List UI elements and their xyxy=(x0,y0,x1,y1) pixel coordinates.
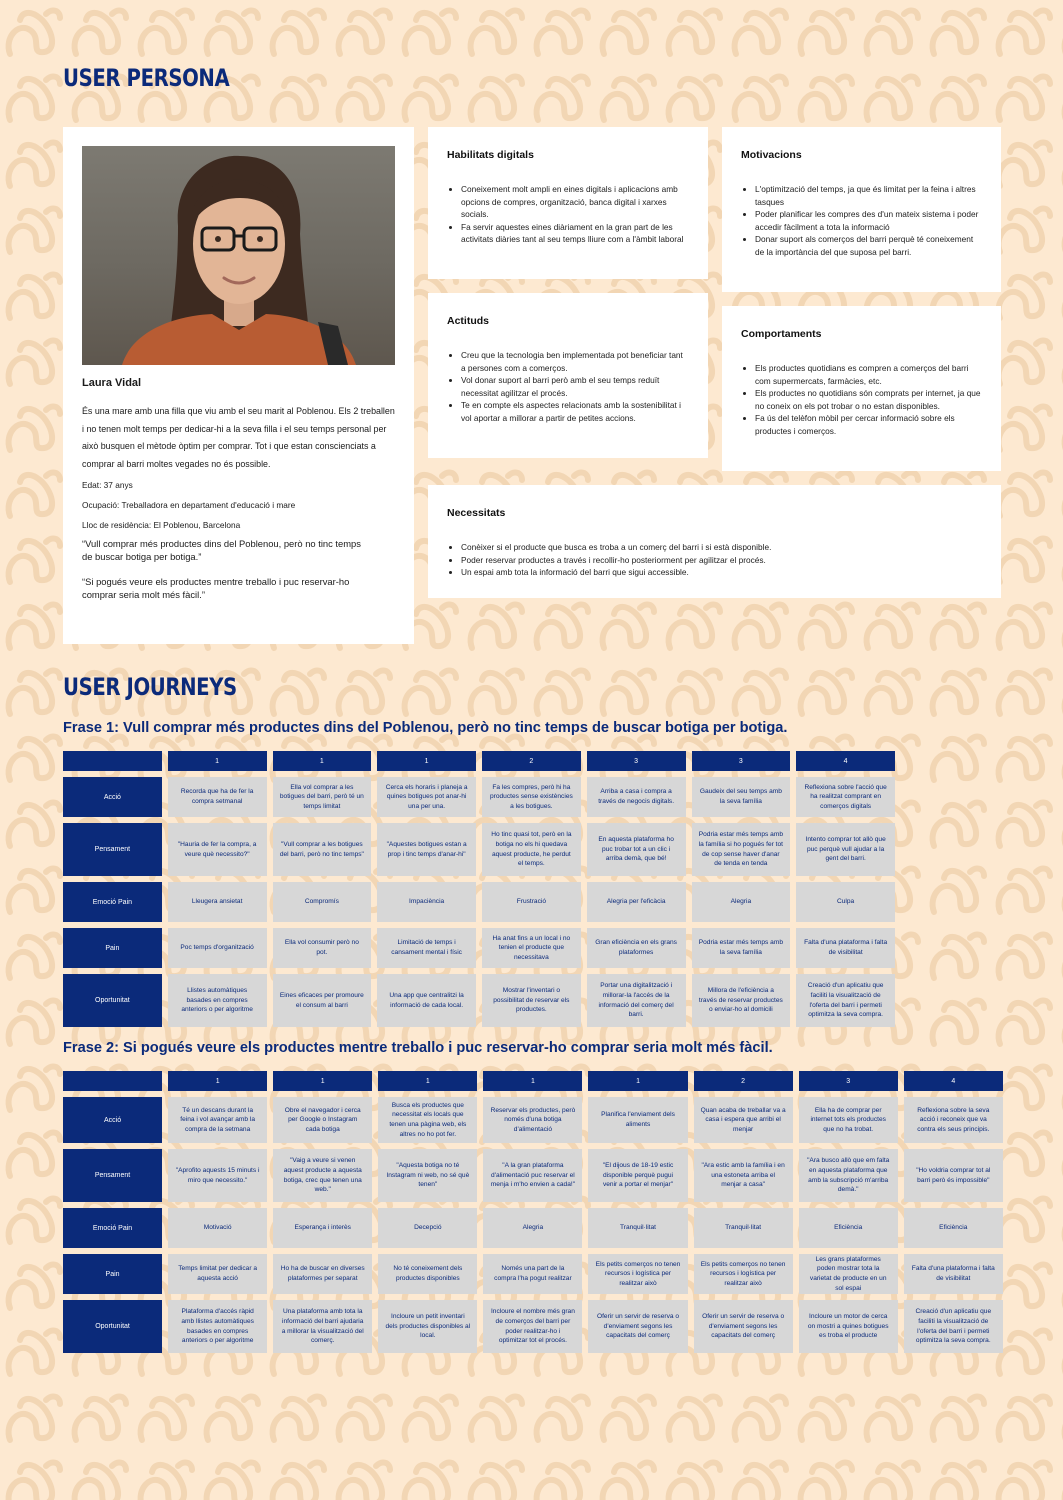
persona-profile-card xyxy=(63,127,414,644)
needs-title: Necessitats xyxy=(447,507,506,519)
list-item: • Els productes quotidians es compren a comerços del barri com supermercats, farmàcies, etc. xyxy=(755,362,982,387)
list-item: • L'optimització del temps, ja que és limitat per la feina i altres tasques xyxy=(755,183,982,208)
needs-list xyxy=(447,541,982,579)
journey-cell: Eficiència xyxy=(904,1208,1003,1248)
journey-cell: Les grans plataformes poden mostrar tota la varietat de producte en un sol espai xyxy=(799,1254,898,1294)
journey-cell: Reflexiona sobre la seva acció i reconeix que va contra els seus principis. xyxy=(904,1097,1003,1143)
row-label: Pain xyxy=(63,1254,162,1294)
list-item: • Fa ús del telèfon mòbil per cercar informació sobre els productes i comerços. xyxy=(755,412,982,437)
journey-cell: Impaciència xyxy=(377,882,476,922)
journey-cell: Recorda que ha de fer la compra setmanal xyxy=(168,777,267,817)
list-item: • Conèixer si el producte que busca es troba a un comerç del barri i si està disponible. xyxy=(461,541,982,554)
needs-card xyxy=(428,485,1001,598)
journey-cell: "El dijous de 18-19 estic disponible perquè pugui venir a portar el menjar" xyxy=(588,1149,687,1202)
journey-cell: Lleugera ansietat xyxy=(168,882,267,922)
stage-score: 2 xyxy=(694,1071,793,1091)
journey-cell: Millora de l'eficiència a través de reservar productes o enviar-ho al domicili xyxy=(692,974,791,1027)
journey-cell: Alegria xyxy=(692,882,791,922)
journey-cell: Alegria per l'eficàcia xyxy=(587,882,686,922)
journey-cell: Culpa xyxy=(796,882,895,922)
journey-cell: Una app que centralitzi la informació de cada local. xyxy=(377,974,476,1027)
journey-cell: No té coneixement dels productes disponibles xyxy=(378,1254,477,1294)
journey-cell: Només una part de la compra l'ha pogut realitzar xyxy=(483,1254,582,1294)
journey-cell: Gran eficiència en els grans plataformes xyxy=(587,928,686,968)
journey-cell: Eines eficaces per promoure el consum al barri xyxy=(273,974,372,1027)
journey-cell: "Ara busco allò que em falta en aquesta plataforma que amb la subscripció m'arriba demà." xyxy=(799,1149,898,1202)
journey-cell: Reservar els productes, però només d'una botiga d'alimentació xyxy=(483,1097,582,1143)
row-label: Pensament xyxy=(63,1149,162,1202)
journey-cell: Podria estar més temps amb la seva família xyxy=(692,928,791,968)
journey-cell: Poc temps d'organització xyxy=(168,928,267,968)
stage-score: 1 xyxy=(588,1071,687,1091)
journey-cell: Creació d'un aplicatiu que faciliti la visualització de l'oferta del barri i permeti optimitza la seva compra. xyxy=(904,1300,1003,1353)
journey-cell: Arriba a casa i compra a través de negocis digitals. xyxy=(587,777,686,817)
list-item: • Donar suport als comerços del barri perquè té coneixement de la importància del que suposa pel barri. xyxy=(755,233,982,258)
list-item: • Coneixement molt ampli en eines digitals i aplicacions amb opcions de compres, organització, banca digital i xarxes socials. xyxy=(461,183,689,221)
journey-cell: Temps limitat per dedicar a aquesta acció xyxy=(168,1254,267,1294)
journey-1-title: Frase 1: Vull comprar més productes dins del Poblenou, però no tinc temps de buscar botiga per botiga. xyxy=(63,720,788,736)
journey-cell: Eficiència xyxy=(799,1208,898,1248)
journey-cell: Quan acaba de treballar va a casa i espera que arribi el menjar xyxy=(694,1097,793,1143)
stage-score: 4 xyxy=(796,751,895,771)
row-label: Emoció Pain xyxy=(63,882,162,922)
journey-cell: Motivació xyxy=(168,1208,267,1248)
list-item: • Te en compte els aspectes relacionats amb la sostenibilitat i vol aportar a millorar a partir de petites accions. xyxy=(461,399,689,424)
stage-score: 1 xyxy=(378,1071,477,1091)
journey-cell: Creació d'un aplicatiu que faciliti la visualització de l'oferta del barri i permeti optimitza la seva compra. xyxy=(796,974,895,1027)
list-item: • Poder planificar les compres des d'un mateix sistema i poder accedir fàcilment a tota la informació xyxy=(755,208,982,233)
journey-cell: Ha anat fins a un local i no tenien el producte que necessitava xyxy=(482,928,581,968)
journey-cell: Cerca els horaris i planeja a quines botigues pot anar-hi una per una. xyxy=(377,777,476,817)
attitudes-card xyxy=(428,293,708,458)
journey-cell: Esperança i interès xyxy=(273,1208,372,1248)
journey-cell: "Aprofito aquests 15 minuts i miro que necessito." xyxy=(168,1149,267,1202)
persona-photo xyxy=(82,146,395,365)
journey-cell: Ella ha de comprar per internet tots els productes que no ha trobat. xyxy=(799,1097,898,1143)
journey-cell: Tranquil·litat xyxy=(694,1208,793,1248)
journey-cell: Falta d'una plataforma i falta de visibilitat xyxy=(796,928,895,968)
journey-cell: Mostrar l'inventari o possibilitat de reservar els productes. xyxy=(482,974,581,1027)
journey-cell: "A la gran plataforma d'alimentació puc reservar el menja i m'ho envien a cada!" xyxy=(483,1149,582,1202)
list-item: • Fa servir aquestes eines diàriament en la gran part de les activitats diàries tant al seu temps lliure com a l'àmbit laboral xyxy=(461,221,689,246)
journey-cell: Ho tinc quasi tot, però en la botiga no els hi quedava aquest producte, he perdut el temps. xyxy=(482,823,581,876)
stage-score: 1 xyxy=(483,1071,582,1091)
stage-score: 3 xyxy=(587,751,686,771)
journey-cell: Els petits comerços no tenen recursos i logística per realitzar això xyxy=(588,1254,687,1294)
journey-cell: Compromís xyxy=(273,882,372,922)
journey-cell: Busca els productes que necessitat els locals que tenen una pàgina web, els altres no ho pot fer. xyxy=(378,1097,477,1143)
motivations-list xyxy=(741,183,982,259)
attitudes-list xyxy=(447,349,689,425)
journey-cell: Limitació de temps i cansament mental i físic xyxy=(377,928,476,968)
stage-score: 1 xyxy=(168,1071,267,1091)
persona-occupation: Ocupació: Treballadora en departament d'educació i mare xyxy=(82,500,296,511)
journey-cell: Frustració xyxy=(482,882,581,922)
journey-cell: Plataforma d'accés ràpid amb llistes automàtiques basades en compres anteriors o per algoritme xyxy=(168,1300,267,1353)
journey-cell: Reflexiona sobre l'acció que ha realitzat comprant en comerços digitals xyxy=(796,777,895,817)
journey-cell: "Ara estic amb la família i en una estoneta arriba el menjar a casa" xyxy=(694,1149,793,1202)
row-label: Pain xyxy=(63,928,162,968)
stage-score: 1 xyxy=(273,751,372,771)
journey-cell: Té un descans durant la feina i vol avançar amb la compra de la setmana xyxy=(168,1097,267,1143)
digital-skills-card xyxy=(428,127,708,279)
attitudes-title: Actituds xyxy=(447,315,489,327)
persona-portrait-illustration xyxy=(82,146,395,365)
journey-cell: En aquesta plataforma ho puc trobar tot a un clic i arriba demà, que bé! xyxy=(587,823,686,876)
row-label: Emoció Pain xyxy=(63,1208,162,1248)
list-item: • Vol donar suport al barri però amb el seu temps reduït necessitat agilitzar el procés. xyxy=(461,374,689,399)
journey-cell: Ella vol consumir però no pot. xyxy=(273,928,372,968)
row-label: Pensament xyxy=(63,823,162,876)
list-item: • Els productes no quotidians són comprats per internet, ja que no coneix on els pot trobar o no estan disponibles. xyxy=(755,387,982,412)
journeys-section-title: USER JOURNEYS xyxy=(63,673,237,701)
journey-cell: Portar una digitalització i millorar-la l'accés de la informació del comerç del barri. xyxy=(587,974,686,1027)
stage-score: 2 xyxy=(482,751,581,771)
journey-cell: "Vaig a veure si venen aquest producte a aquesta botiga, crec que tenen una web." xyxy=(273,1149,372,1202)
persona-age: Edat: 37 anys xyxy=(82,480,133,491)
stage-score: 1 xyxy=(273,1071,372,1091)
stage-score: 3 xyxy=(692,751,791,771)
table-corner-cell xyxy=(63,751,162,771)
journey-cell: Incloure un petit inventari dels productes disponibles al local. xyxy=(378,1300,477,1353)
list-item: • Poder reservar productes a través i recollir-ho posteriorment per agilitzar el procés. xyxy=(461,554,982,567)
row-label: Acció xyxy=(63,1097,162,1143)
journey-cell: Incloure el nombre més gran de comerços del barri per poder realitzar-ho i optimitzar tot el procés. xyxy=(483,1300,582,1353)
list-item: • Creu que la tecnologia ben implementada pot beneficiar tant a persones com a comerços. xyxy=(461,349,689,374)
list-item: • Un espai amb tota la informació del barri que sigui accessible. xyxy=(461,566,982,579)
journey-cell: Falta d'una plataforma i falta de visibilitat xyxy=(904,1254,1003,1294)
journey-cell: Podria estar més temps amb la família si ho pogués fer tot de cop sense haver d'anar de tenda en tenda xyxy=(692,823,791,876)
journey-cell: "Vull comprar a les botigues del barri, però no tinc temps" xyxy=(273,823,372,876)
row-label: Oportunitat xyxy=(63,974,162,1027)
journey-cell: Oferir un servir de reserva o d'enviament segons les capacitats del comerç xyxy=(694,1300,793,1353)
journey-cell: Incloure un motor de cerca on mostri a quines botigues es troba el producte xyxy=(799,1300,898,1353)
journey-cell: "Hauria de fer la compra, a veure què necessito?" xyxy=(168,823,267,876)
journey-cell: Els petits comerços no tenen recursos i logística per realitzar això xyxy=(694,1254,793,1294)
behaviors-title: Comportaments xyxy=(741,328,822,340)
behaviors-list xyxy=(741,362,982,438)
stage-score: 4 xyxy=(904,1071,1003,1091)
journey-2-table xyxy=(63,1071,1003,1353)
behaviors-card xyxy=(722,306,1001,471)
stage-score: 1 xyxy=(377,751,476,771)
journey-cell: Llistes automàtiques basades en compres anteriors o per algoritme xyxy=(168,974,267,1027)
motivations-card xyxy=(722,127,1001,292)
journey-cell: "Aquestes botigues estan a prop i tinc temps d'anar-hi" xyxy=(377,823,476,876)
persona-quote-1: “Vull comprar més productes dins del Poblenou, però no tinc temps de buscar botiga per botiga.” xyxy=(82,538,361,563)
journey-cell: Alegria xyxy=(483,1208,582,1248)
journey-cell: Una plataforma amb tota la informació del barri ajudaria a millorar la visualització del comerç. xyxy=(273,1300,372,1353)
persona-description: És una mare amb una filla que viu amb el seu marit al Poblenou. Els 2 treballen i no tenen molt temps per dedicar-hi a la seva filla i el seu temps personal per això busquen el mètode òptim per comprar. Tot i que estan conscienciats a comprar al barri moltes vegades no és possible. xyxy=(82,406,395,469)
journey-cell: Tranquil·litat xyxy=(588,1208,687,1248)
table-corner-cell xyxy=(63,1071,162,1091)
persona-quote-2: “Si pogués veure els productes mentre treballo i puc reservar-ho comprar seria molt més fàcil.” xyxy=(82,576,350,601)
journey-cell: Ella vol comprar a les botigues del barri, però té un temps limitat xyxy=(273,777,372,817)
stage-score: 3 xyxy=(799,1071,898,1091)
persona-section-title: USER PERSONA xyxy=(63,64,230,92)
journey-cell: "Ho voldria comprar tot al barri però és impossible" xyxy=(904,1149,1003,1202)
journey-cell: Decepció xyxy=(378,1208,477,1248)
stage-score: 1 xyxy=(168,751,267,771)
journey-cell: Oferir un servir de reserva o d'enviament segons les capacitats del comerç xyxy=(588,1300,687,1353)
journey-cell: Gaudeix del seu temps amb la seva família xyxy=(692,777,791,817)
digital-skills-title: Habilitats digitals xyxy=(447,149,534,161)
journey-cell: Planifica l'enviament dels aliments xyxy=(588,1097,687,1143)
journey-cell: Fa les compres, però hi ha productes sense existències a les botigues. xyxy=(482,777,581,817)
row-label: Acció xyxy=(63,777,162,817)
persona-residence: Lloc de residència: El Poblenou, Barcelona xyxy=(82,520,241,531)
journey-cell: Intento comprar tot allò que puc perquè vull ajudar a la gent del barri. xyxy=(796,823,895,876)
journey-cell: Obre el navegador i cerca per Google o Instagram cada botiga xyxy=(273,1097,372,1143)
journey-cell: "Aquesta botiga no té Instagram ni web, no sé què tenen" xyxy=(378,1149,477,1202)
row-label: Oportunitat xyxy=(63,1300,162,1353)
digital-skills-list xyxy=(447,183,689,246)
journey-2-title: Frase 2: Si pogués veure els productes mentre treballo i puc reservar-ho comprar seria molt més fàcil. xyxy=(63,1040,773,1056)
journey-1-table xyxy=(63,751,895,1027)
persona-name: Laura Vidal xyxy=(82,377,142,389)
motivations-title: Motivacions xyxy=(741,149,802,161)
journey-cell: Ho ha de buscar en diverses plataformes per separat xyxy=(273,1254,372,1294)
